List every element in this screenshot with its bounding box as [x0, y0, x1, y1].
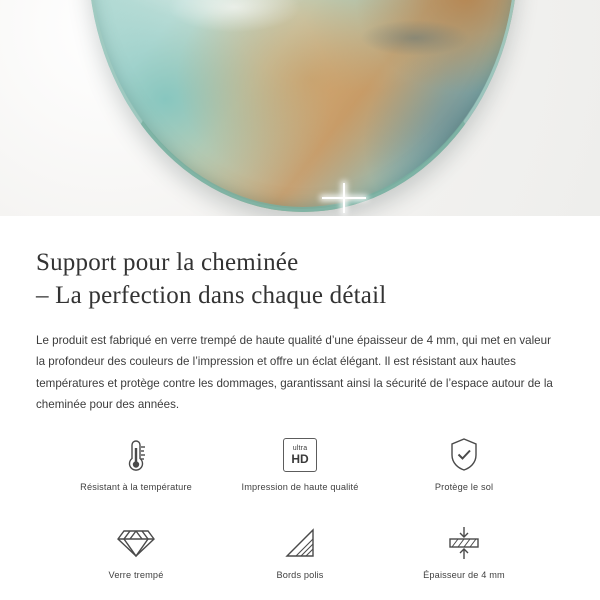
badge-top-text: ultra [292, 444, 308, 452]
feature-label: Résistant à la température [80, 481, 192, 492]
polished-edges-icon [283, 522, 317, 564]
page-title [36, 246, 564, 312]
feature-label: Impression de haute qualité [241, 481, 359, 492]
diamond-icon [116, 522, 156, 564]
feature-item-print-quality [218, 434, 382, 512]
feature-label: Bords polis [276, 569, 324, 580]
feature-item-thickness [382, 522, 546, 600]
headline-line-1: Support pour la cheminée [36, 249, 299, 276]
thermometer-icon [121, 434, 151, 476]
feature-item-temperature [54, 434, 218, 512]
feature-label: Verre trempé [108, 569, 164, 580]
badge-bottom-text: HD [291, 451, 309, 466]
feature-item-tempered-glass [54, 522, 218, 600]
shield-check-icon [447, 434, 481, 476]
feature-label: Épaisseur de 4 mm [423, 569, 505, 580]
headline-line-2: – La perfection dans chaque détail [36, 282, 387, 309]
feature-item-polished-edges [218, 522, 382, 600]
ultra-hd-icon [283, 434, 317, 476]
description-paragraph: Le produit est fabriqué en verre trempé de haute qualité d’une épaisseur de 4 mm, qui met en valeur la profondeur des couleurs de l’impression et offre un éclat élégant. Il est résistant aux hautes températures et protège contre les dommages, garantissant ainsi la sécurité de l’espace autour de la cheminée pour des années. [36, 334, 553, 412]
feature-label: Protège le sol [434, 481, 494, 492]
glass-disc-image [88, 0, 518, 212]
feature-grid [36, 434, 564, 600]
feature-item-floor-protection [382, 434, 546, 512]
hero-image [0, 0, 600, 216]
content-area [0, 216, 600, 600]
thickness-arrows-icon [444, 522, 484, 564]
